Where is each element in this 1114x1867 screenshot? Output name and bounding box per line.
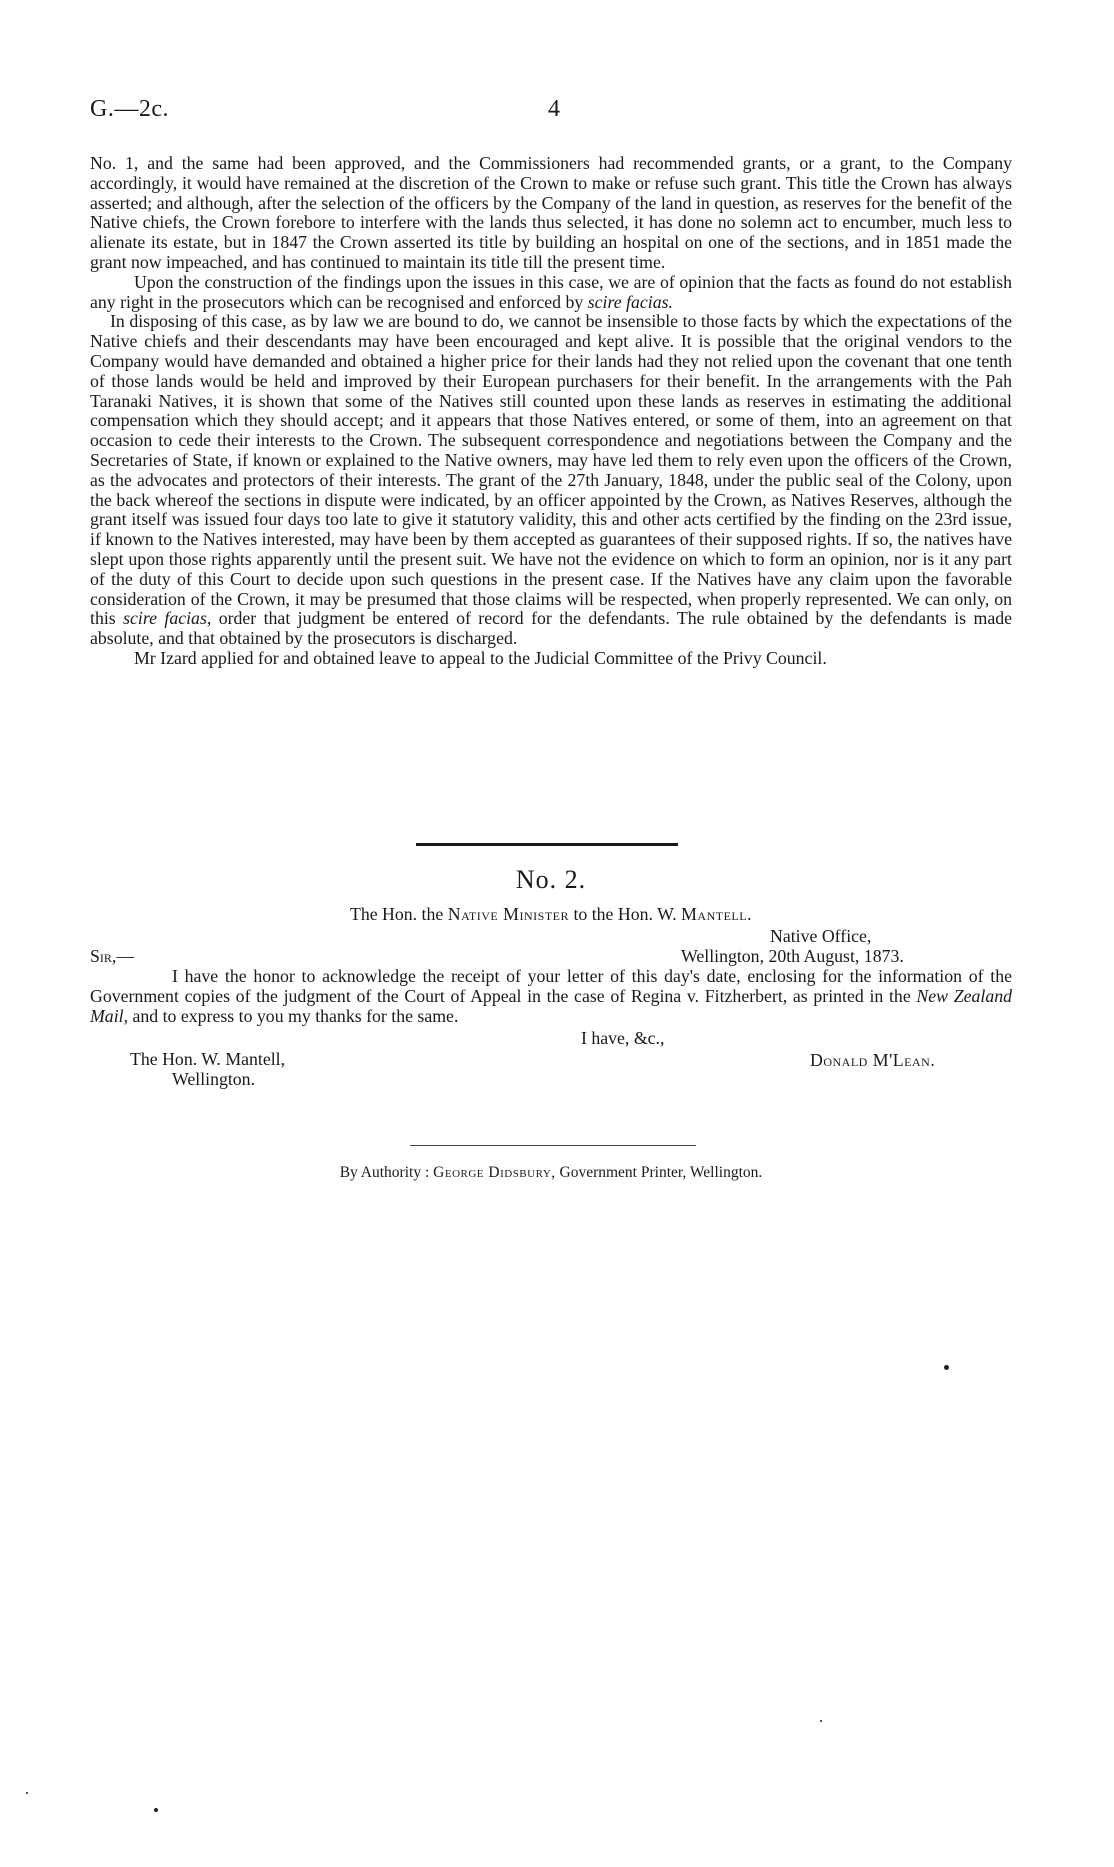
imprint-printer: George Didsbury,	[433, 1164, 556, 1181]
paragraph-3-italic: scire facias,	[123, 608, 212, 629]
ink-speck	[944, 1365, 949, 1370]
letter-date: Wellington, 20th August, 1873.	[681, 946, 904, 966]
imprint-suffix: Government Printer, Wellington.	[555, 1164, 763, 1181]
page-number: 4	[548, 96, 560, 122]
letter-paragraph	[90, 966, 1012, 1026]
paragraph-3-text-b: order that judgment be entered of record for the defendants. The rule obtained by the defendants is made absolute, and that obtained by the prosecutors is discharged.	[90, 608, 1012, 649]
letter-subheading	[90, 904, 1012, 924]
document-reference: G.—2c.	[90, 96, 169, 122]
letter-heading: No. 2.	[515, 865, 587, 894]
subheading-prefix: The Hon. the	[349, 904, 448, 924]
letter-body	[90, 966, 1012, 1026]
paragraph-3-text-a: In disposing of this case, as by law we are bound to do, we cannot be insensible to those facts by which the expectations of the Native chiefs and their descendants may have been encouraged and kept alive. It is possible that the original vendors to the Company would have demanded and obtained a higher price for their lands had they not relied upon the covenant that one tenth of those lands would be held and improved by their European purchasers for their benefit. In the arrangements with the Pah Taranaki Natives, it is shown that some of the Natives still counted upon these lands as reserves in estimating the additional compensation which they should accept; and it appears that those Natives entered, or some of them, into an agreement on that occasion to cede their interests to the Crown. The subsequent correspondence and negotiations between the Company and the Secretaries of State, if known or explained to the Native owners, may have led them to rely even upon the officers of the Crown, as the advocates and protectors of their interests. The grant of the 27th January, 1848, under the public seal of the Colony, upon the back whereof the sections in dispute were indicated, by an officer appointed by the Crown, as Natives Reserves, although the grant itself was issued four days too late to give it statutory validity, this and other acts certified by the finding on the 23rd issue, if known to the Natives interested, may have been by them accepted as guarantees of their supposed rights. If so, the natives have slept upon those rights apparently until the present suit. We have not the evidence on which to form an opinion, nor is it any part of the duty of this Court to decide upon such questions in the present case. If the Natives have any claim upon the favorable consideration of the Crown, it may be presumed that those claims will be respected, when properly represented. We can only, on this	[90, 311, 1012, 629]
subheading-name: Mantell.	[681, 904, 753, 924]
judgment-text	[90, 154, 1012, 669]
paragraph-2-italic: scire facias.	[587, 291, 673, 312]
letter-body-italic: New Zealand Mail,	[90, 986, 1012, 1026]
imprint-prefix: By Authority :	[339, 1164, 434, 1181]
letter-body-b: and to express to you my thanks for the same.	[128, 1006, 459, 1026]
paragraph-2-text: Upon the construction of the findings upon the issues in this case, we are of opinion that the facts as found do not establish any right in the prosecutors which can be recognised and enforced by	[90, 271, 1012, 312]
letter-signature: Donald M'Lean.	[810, 1050, 936, 1070]
subheading-title: Native Minister	[447, 904, 569, 924]
letter-addressee-city: Wellington.	[172, 1069, 256, 1089]
letter-office: Native Office,	[770, 926, 872, 946]
section-divider	[416, 843, 678, 846]
letter-closing: I have, &c.,	[581, 1028, 665, 1048]
page-header	[90, 96, 1010, 136]
imprint-divider	[410, 1145, 696, 1146]
paragraph-4: Mr Izard applied for and obtained leave to appeal to the Judicial Committee of the Privy Council.	[134, 647, 827, 668]
paragraph-3	[90, 312, 1012, 649]
ink-speck	[154, 1808, 158, 1812]
letter-body-a: I have the honor to acknowledge the receipt of your letter of this day's date, enclosing for the information of the Government copies of the judgment of the Court of Appeal in the case of Regina v. Fitzherbert, as printed in the	[90, 966, 1012, 1006]
ink-speck	[26, 1792, 28, 1794]
letter-addressee: The Hon. W. Mantell,	[130, 1049, 286, 1069]
letter-salutation: Sir,—	[90, 946, 135, 966]
subheading-mid: to the Hon. W.	[569, 904, 682, 924]
ink-speck	[820, 1720, 822, 1722]
printer-imprint	[90, 1164, 1012, 1182]
paragraph-2	[90, 273, 1012, 313]
paragraph-1: No. 1, and the same had been approved, and the Commissioners had recommended grants, or a grant, to the Company accordingly, it would have remained at the discretion of the Crown to make or refuse such grant. This title the Crown has always asserted; and although, after the selection of the officers by the Company of the land in question, as reserves for the benefit of the Native chiefs, the Crown forebore to interfere with the lands thus selected, it has done no solemn act to encumber, much less to alienate its estate, but in 1847 the Crown asserted its title by building an hospital on one of the sections, and in 1851 made the grant now impeached, and has continued to maintain its title till the present time.	[90, 153, 1012, 272]
